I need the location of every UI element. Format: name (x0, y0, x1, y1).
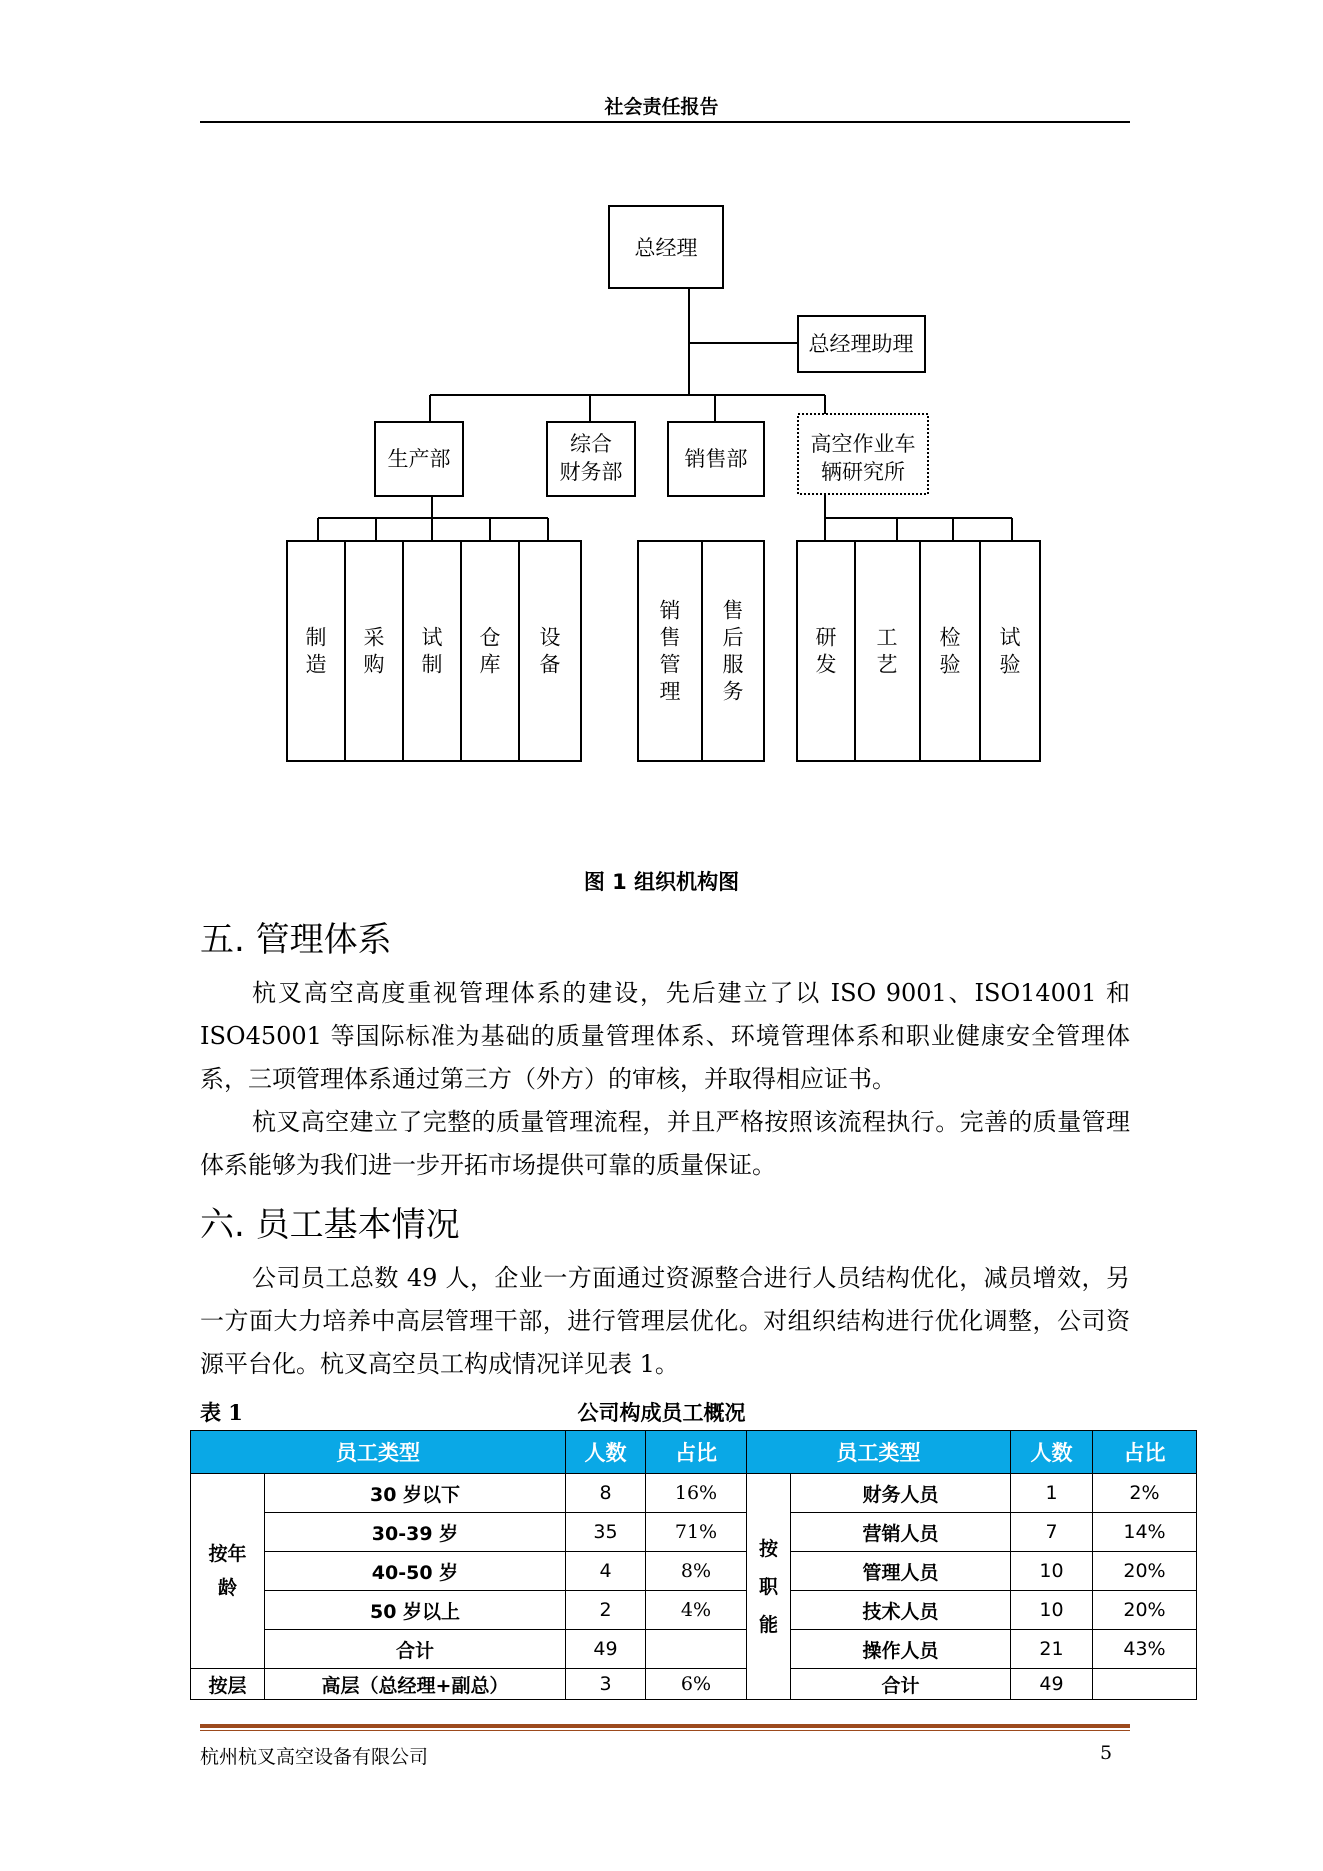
org-unit-label: 采购 (363, 625, 385, 677)
org-unit-label: 工艺 (876, 625, 898, 677)
cell-type: 合计 (791, 1669, 1011, 1700)
table-row (191, 1513, 1197, 1552)
cell-ratio: 71% (646, 1513, 747, 1552)
org-unit (638, 541, 702, 761)
org-unit (461, 541, 519, 761)
footer-company: 杭州杭叉高空设备有限公司 (200, 1746, 429, 1768)
section5-paragraph-2: 杭叉高空建立了完整的质量管理流程，并且严格按照该流程执行。完善的质量管理体系能够为我们进一步开拓市场提供可靠的质量保证。 (200, 1108, 1130, 1179)
cell-count: 10 (1011, 1552, 1093, 1591)
org-unit-label: 试制 (421, 625, 443, 677)
org-unit (287, 541, 345, 761)
header-divider (200, 121, 1130, 123)
cell-count: 4 (566, 1552, 646, 1591)
table-row (191, 1591, 1197, 1630)
cell-count: 21 (1011, 1630, 1093, 1669)
cell-type: 高层（总经理+副总） (265, 1669, 566, 1700)
table-row (191, 1552, 1197, 1591)
header-ratio: 占比 (1093, 1431, 1197, 1474)
cell-count: 1 (1011, 1474, 1093, 1513)
org-label-dept: 销售部 (684, 447, 748, 471)
footer-divider (200, 1730, 1130, 1731)
cell-ratio: 43% (1093, 1630, 1197, 1669)
cell-count: 10 (1011, 1591, 1093, 1630)
cell-type: 40-50 岁 (265, 1552, 566, 1591)
cell-type: 30-39 岁 (265, 1513, 566, 1552)
cell-ratio: 4% (646, 1591, 747, 1630)
cell-count: 8 (566, 1474, 646, 1513)
section5-paragraph-1: 杭叉高空高度重视管理体系的建设，先后建立了以 ISO 9001、ISO14001 和ISO45001 等国际标准为基础的质量管理体系、环境管理体系和职业健康安全管理体系，三项管理体系通过第三方（外方）的审核，并取得相应证书。 (200, 979, 1130, 1093)
header-count: 人数 (566, 1431, 646, 1474)
org-unit-label: 检验 (939, 625, 961, 677)
org-unit-label: 试验 (999, 625, 1021, 677)
cell-ratio (1093, 1669, 1197, 1700)
cell-type: 管理人员 (791, 1552, 1011, 1591)
org-unit (403, 541, 461, 761)
org-label-dept: 高空作业车 (810, 432, 916, 456)
cell-ratio: 6% (646, 1669, 747, 1700)
header-ratio: 占比 (646, 1431, 747, 1474)
org-unit (855, 541, 920, 761)
org-unit-label: 制造 (305, 625, 327, 677)
group-label-function: 按职能 (747, 1474, 791, 1700)
org-unit (702, 541, 764, 761)
cell-type: 合计 (265, 1630, 566, 1669)
org-unit (920, 541, 980, 761)
org-unit (797, 541, 855, 761)
section6-heading: 六. 员工基本情况 (200, 1205, 460, 1245)
header-title: 社会责任报告 (604, 96, 719, 118)
cell-count: 3 (566, 1669, 646, 1700)
cell-count: 35 (566, 1513, 646, 1552)
table-row (191, 1669, 1197, 1700)
table-row (191, 1474, 1197, 1513)
table-row (191, 1630, 1197, 1669)
org-label-general-manager: 总经理 (634, 236, 698, 260)
cell-ratio: 14% (1093, 1513, 1197, 1552)
section6-paragraph-1: 公司员工总数 49 人，企业一方面通过资源整合进行人员结构优化，减员增效，另一方面大力培养中高层管理干部，进行管理层优化。对组织结构进行优化调整，公司资源平台化。杭叉高空员工构成情况详见表 1。 (200, 1264, 1130, 1378)
org-unit-label: 销售管理 (659, 598, 681, 704)
group-label-level: 按层 (191, 1669, 265, 1700)
cell-ratio: 16% (646, 1474, 747, 1513)
org-unit (519, 541, 581, 761)
org-unit (980, 541, 1040, 761)
cell-type: 财务人员 (791, 1474, 1011, 1513)
cell-ratio (646, 1630, 747, 1669)
figure-caption: 图 1 组织机构图 (583, 870, 740, 894)
org-label-dept: 综合 (570, 432, 612, 456)
group-label-age: 按年龄 (191, 1474, 265, 1669)
cell-type: 营销人员 (791, 1513, 1011, 1552)
section5-heading: 五. 管理体系 (200, 920, 392, 960)
org-unit-label: 研发 (815, 625, 837, 677)
org-label-dept: 辆研究所 (821, 460, 905, 484)
cell-ratio: 2% (1093, 1474, 1197, 1513)
cell-count: 49 (566, 1630, 646, 1669)
footer-divider (200, 1724, 1130, 1728)
org-label-assistant: 总经理助理 (808, 332, 914, 356)
page-number: 5 (1100, 1742, 1113, 1764)
org-unit-label: 设备 (539, 625, 561, 677)
cell-ratio: 20% (1093, 1552, 1197, 1591)
table-label: 表 1 (200, 1400, 243, 1425)
cell-count: 2 (566, 1591, 646, 1630)
cell-type: 30 岁以下 (265, 1474, 566, 1513)
cell-type: 操作人员 (791, 1630, 1011, 1669)
header-type: 员工类型 (747, 1431, 1011, 1474)
org-unit-label: 售后服务 (722, 598, 744, 704)
org-chart (0, 190, 1323, 790)
org-label-dept: 财务部 (559, 460, 623, 484)
cell-type: 技术人员 (791, 1591, 1011, 1630)
org-unit-label: 仓库 (479, 625, 501, 677)
cell-count: 7 (1011, 1513, 1093, 1552)
cell-type: 50 岁以上 (265, 1591, 566, 1630)
org-unit (345, 541, 403, 761)
cell-ratio: 20% (1093, 1591, 1197, 1630)
table-title: 公司构成员工概况 (577, 1400, 746, 1425)
header-type: 员工类型 (191, 1431, 566, 1474)
cell-ratio: 8% (646, 1552, 747, 1591)
table-header-row (191, 1431, 1197, 1474)
cell-count: 49 (1011, 1669, 1093, 1700)
org-label-dept: 生产部 (387, 447, 451, 471)
header-count: 人数 (1011, 1431, 1093, 1474)
staff-table (190, 1430, 1197, 1700)
